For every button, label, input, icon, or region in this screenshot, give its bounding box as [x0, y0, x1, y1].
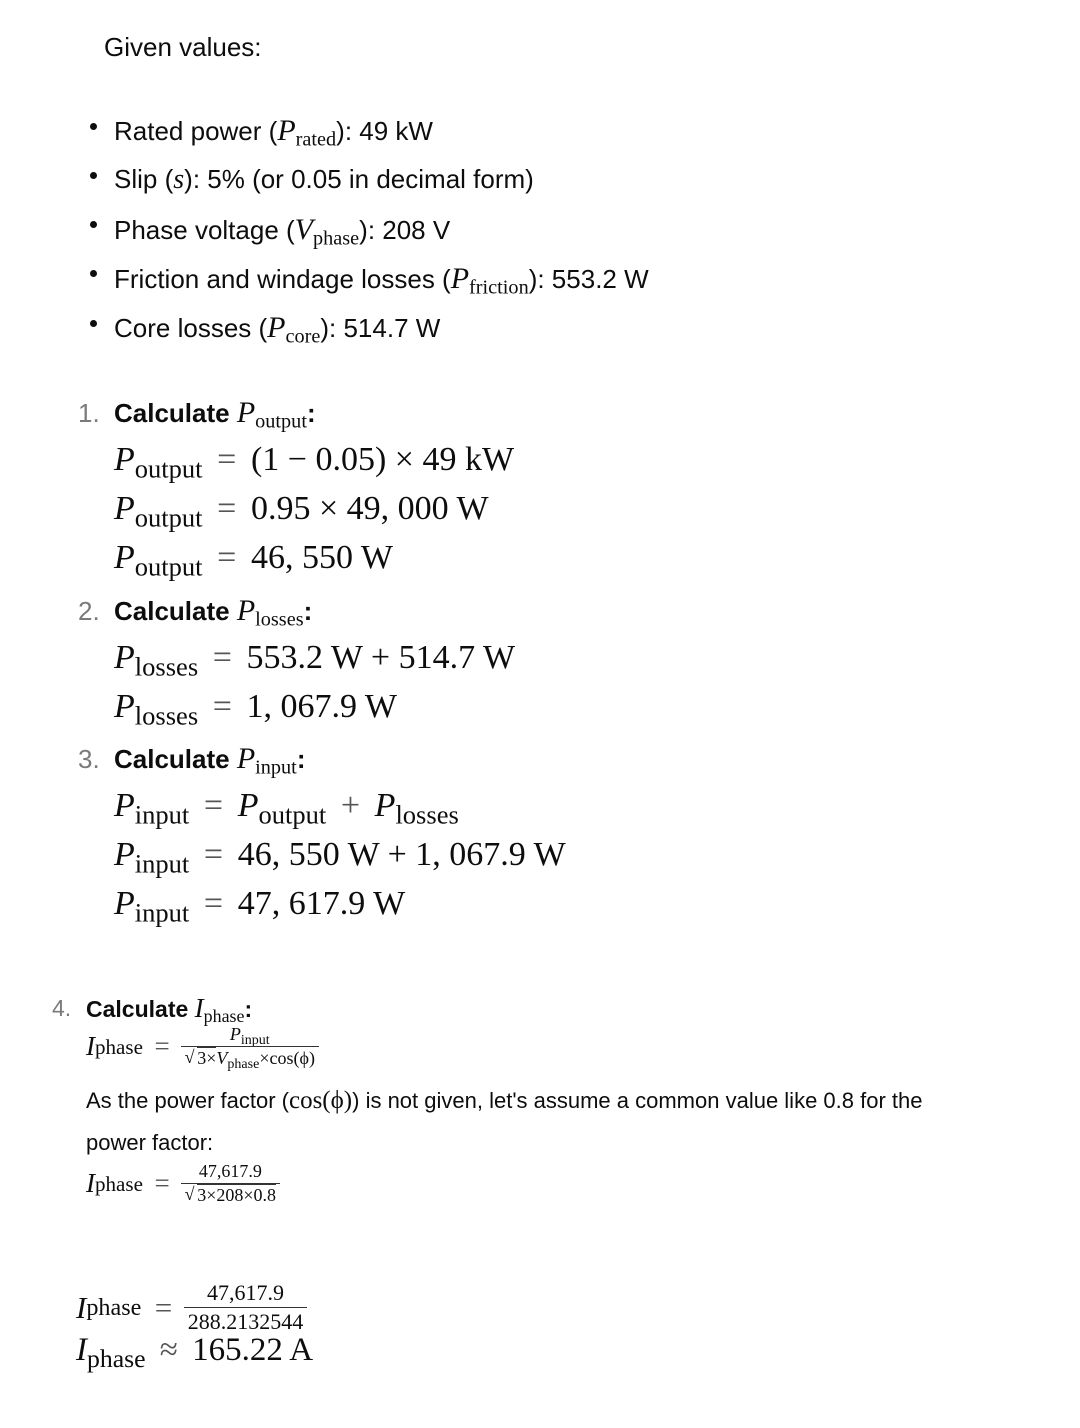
step-number: 2. — [78, 596, 100, 626]
page-heading: Given values: — [104, 32, 262, 62]
equation-line: $P_{output} = 0.95 \times 49$, 000 W — [114, 490, 489, 533]
power-factor-note-cont: power factor: — [86, 1130, 214, 1155]
current-formula: I phase = $P_{input}$ √ $3\times V_{phase}\times\cos(\phi)$ — [86, 1024, 319, 1069]
bullet-icon — [90, 123, 97, 130]
given-item-friction-losses: Friction and windage losses $(P_{friction})$: 553.2 W — [114, 262, 649, 299]
equation-line: $P_{losses} = 553.2$ W + 514.7 W — [114, 639, 516, 682]
equation-line: $P_{output} = (1 - 0.05) \times 49$ kW — [114, 441, 515, 484]
bullet-icon — [90, 172, 97, 179]
step-2-title: Calculate $P_{losses}$: — [114, 594, 313, 631]
equation-line: $P_{input} = P_{output} + P_{losses}$ — [114, 787, 459, 830]
equation-line: $P_{output} = 46$, 550 W — [114, 539, 393, 582]
bullet-icon — [90, 320, 97, 327]
bullet-icon — [90, 221, 97, 228]
bullet-icon — [90, 270, 97, 277]
step-number: 3. — [78, 744, 100, 774]
current-substituted: I phase = 47,617.9 √ 3×208×0.8 — [86, 1161, 280, 1206]
step-number: 1. — [78, 398, 100, 428]
given-item-slip: Slip (s): 5% (or 0.05 in decimal form) — [114, 164, 534, 195]
given-item-core-losses: Core losses $(P_{core})$: 514.7 W — [114, 311, 441, 348]
step-3-title: Calculate $P_{input}$: — [114, 742, 306, 779]
step-4-title: Calculate $I_{phase}$: — [86, 993, 253, 1027]
equation-line: $P_{input} = 46$, 550 W + 1, 067.9 W — [114, 836, 566, 879]
step-number: 4. — [52, 995, 72, 1021]
equation-line: $P_{input} = 47$, 617.9 W — [114, 885, 406, 928]
given-item-rated-power: Rated power $(P_{rated})$: 49 kW — [114, 114, 433, 151]
equation-line: $P_{losses} = 1$, 067.9 W — [114, 688, 398, 731]
given-item-phase-voltage: Phase voltage $(V_{phase})$: 208 V — [114, 213, 451, 250]
current-final-answer: $I_{phase} \approx 165.22$ A — [76, 1332, 314, 1374]
step-1-title: Calculate $P_{output}$: — [114, 396, 316, 433]
current-result-fraction: I phase = $\frac{47,617.9}{288.2132544}$ — [76, 1280, 307, 1335]
power-factor-note: As the power factor (cos(ϕ)) is not given, let's assume a common value like 0.8 for the — [86, 1087, 923, 1114]
